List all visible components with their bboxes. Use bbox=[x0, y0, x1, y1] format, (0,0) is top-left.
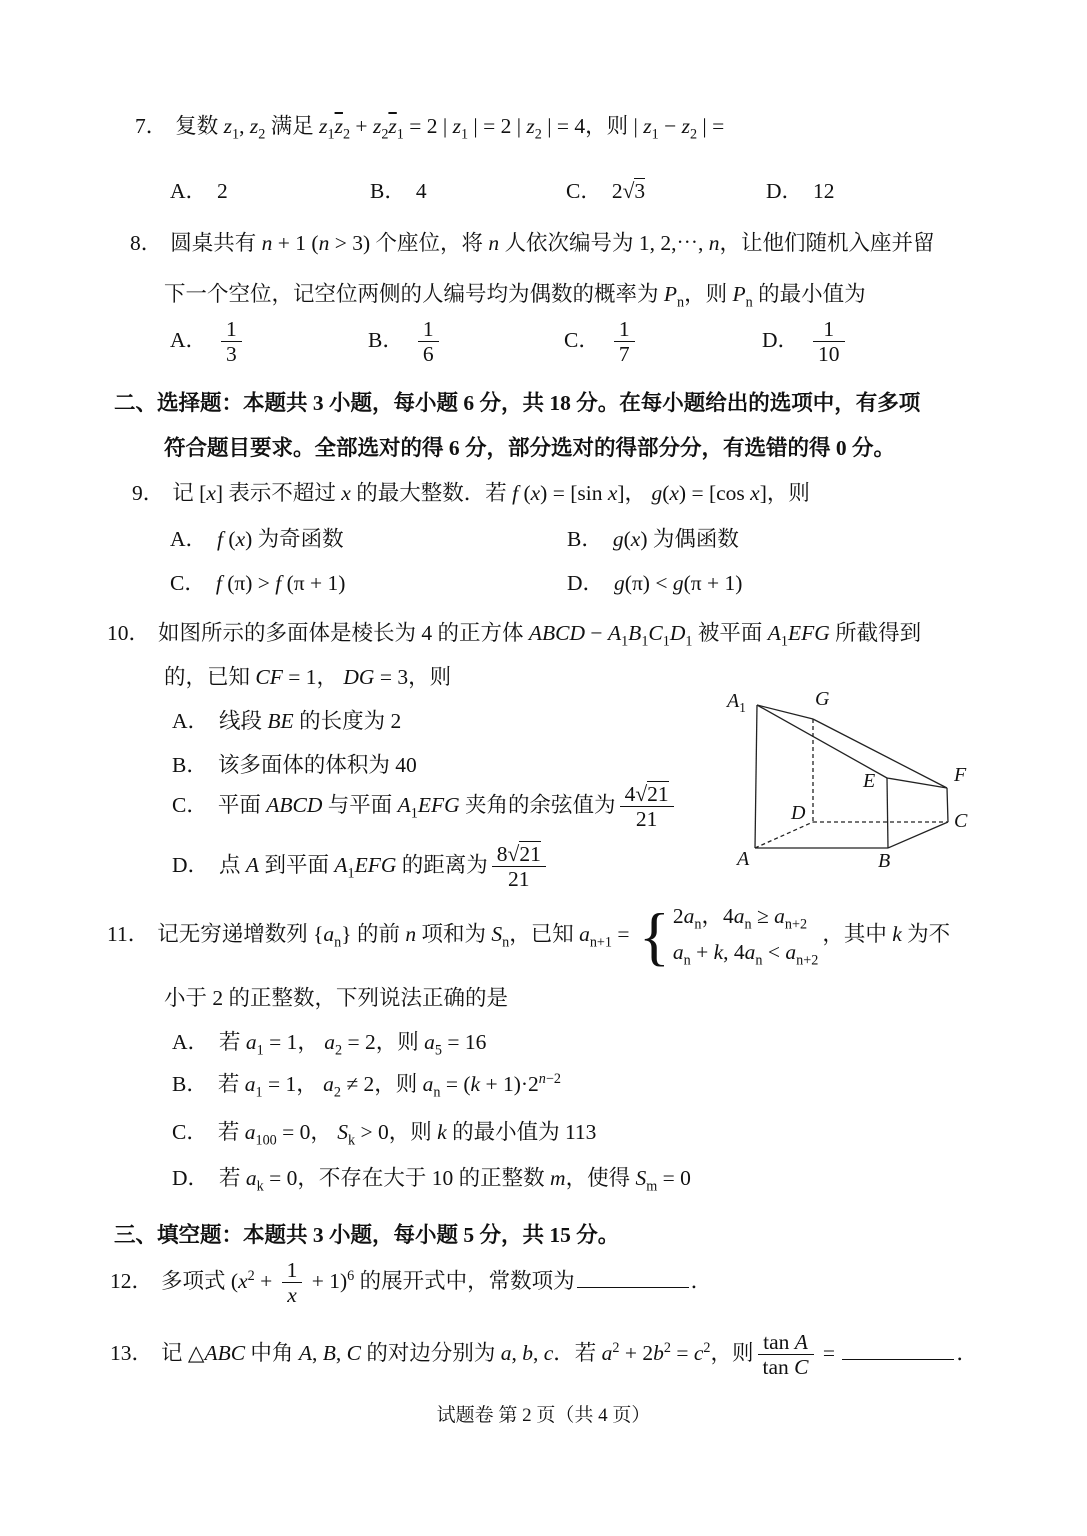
question-10-stem-line1 bbox=[107, 619, 921, 651]
option-label: D． bbox=[567, 571, 605, 595]
question-7-option-a bbox=[170, 177, 228, 206]
question-11-option-a bbox=[172, 1028, 486, 1060]
question-8-stem-line2 bbox=[164, 280, 866, 312]
question-12-stem bbox=[110, 1258, 712, 1307]
option-label: A． bbox=[170, 527, 208, 551]
option-text: 平面 ABCD 与平面 $A_1EFG$ 夹角的余弦值为 $\frac{4√21}{21}$ bbox=[218, 793, 678, 817]
vertex-label-c: C bbox=[954, 810, 968, 832]
option-label: A． bbox=[170, 327, 208, 352]
question-8-option-a bbox=[170, 317, 246, 366]
option-label: C． bbox=[564, 327, 600, 352]
option-label: B． bbox=[368, 327, 404, 352]
question-9-option-a bbox=[170, 525, 344, 554]
option-label: C． bbox=[170, 571, 206, 595]
option-text: 2 bbox=[217, 179, 228, 203]
option-text: g(x) 为偶函数 bbox=[612, 527, 739, 551]
question-11-text: 小于 2 的正整数，下列说法正确的是 bbox=[164, 986, 509, 1010]
option-text: f (π) > f (π + 1) bbox=[215, 571, 346, 595]
question-10-option-a bbox=[172, 707, 401, 736]
section-3-header bbox=[114, 1221, 619, 1250]
question-10-text: 的，已知 CF = 1， DG = 3，则 bbox=[164, 665, 452, 689]
question-13-text: 记 △ABC 中角 A, B, C 的对边分别为 a, b, c．若 $a^2 + 2b^2 = c^2$，则 $\frac{\text{tan A}}{\text{tan C}}$ = ． bbox=[161, 1330, 978, 1380]
vertex-label-e: E bbox=[863, 770, 876, 792]
question-7-stem bbox=[135, 112, 724, 144]
question-7-number: 7． bbox=[135, 114, 168, 138]
option-label: B． bbox=[172, 1072, 208, 1097]
option-label: B． bbox=[567, 527, 603, 551]
page-footer-text: 试题卷 第 2 页（共 4 页） bbox=[436, 1405, 651, 1426]
option-label: A． bbox=[172, 709, 210, 733]
question-10-number: 10． bbox=[107, 621, 151, 645]
question-11-stem-line1 bbox=[107, 902, 950, 971]
question-11-stem-line2 bbox=[164, 984, 508, 1013]
option-text: $\frac{1}{3}$ bbox=[217, 328, 246, 352]
question-9-stem bbox=[132, 479, 810, 508]
question-13-stem bbox=[110, 1330, 978, 1379]
option-label: B． bbox=[370, 179, 406, 203]
question-8-option-d bbox=[762, 317, 849, 366]
vertex-label-a: A bbox=[737, 848, 750, 870]
question-10-option-b bbox=[172, 751, 417, 780]
question-13-number: 13． bbox=[110, 1340, 154, 1365]
question-9-option-d bbox=[567, 569, 742, 598]
question-11-option-b bbox=[172, 1070, 561, 1103]
vertex-label-f: F bbox=[954, 764, 967, 786]
question-12-text: 多项式 ($x^2$ + $\frac{1}{x}$ + 1)$^6$ 的展开式中，常数项为 ． bbox=[161, 1258, 713, 1308]
option-label: D． bbox=[172, 1166, 210, 1190]
vertex-label-a1: $A_1$ bbox=[727, 690, 746, 715]
vertex-label-d: D bbox=[791, 802, 806, 824]
vertex-label-b: B bbox=[878, 850, 891, 872]
question-8-number: 8． bbox=[130, 231, 163, 255]
section-2-header-line2 bbox=[164, 434, 895, 463]
option-label: D． bbox=[766, 179, 804, 203]
section-2-header-line1 bbox=[114, 389, 920, 418]
option-label: C． bbox=[172, 792, 208, 817]
question-10-stem-line2 bbox=[164, 663, 451, 692]
option-text: $\frac{1}{7}$ bbox=[610, 328, 639, 352]
section-2-text: 二、选择题：本题共 3 小题，每小题 6 分，共 18 分。在每小题给出的选项中，有多项 bbox=[114, 391, 921, 415]
question-8-stem-line1 bbox=[130, 229, 935, 258]
option-label: B． bbox=[172, 753, 208, 777]
question-10-option-d bbox=[172, 842, 550, 891]
question-9-option-b bbox=[567, 525, 739, 554]
option-text: 该多面体的体积为 40 bbox=[217, 753, 417, 777]
question-11-option-c bbox=[172, 1118, 596, 1150]
question-8-option-b bbox=[368, 317, 443, 366]
question-11-text: 记无穷递增数列 $\{a_n\}$ 的前 n 项和为 $S_n$，已知 $a_{n+1}$ = { $2a_n$，$4a_n \ge a_{n+2}$ $a_n + k$, $4a_n < a_{n+2}$ ，其中 k 为不 bbox=[157, 900, 951, 972]
option-label: C． bbox=[566, 179, 602, 203]
question-10-option-c bbox=[172, 782, 678, 831]
option-text: 若 $a_1 = 1$， $a_2 = 2$，则 $a_5 = 16$ bbox=[219, 1030, 487, 1059]
page-footer bbox=[0, 1403, 1087, 1429]
question-8-option-c bbox=[564, 317, 639, 366]
option-text: 若 $a_1 = 1$， $a_2 \ne 2$，则 $a_n = (k + 1)\cdot 2^{n-2}$ bbox=[217, 1071, 561, 1101]
polyhedron-svg bbox=[715, 688, 995, 888]
option-text: $\frac{1}{6}$ bbox=[414, 328, 443, 352]
option-text: 点 A 到平面 $A_1EFG$ 的距离为 $\frac{8√21}{21}$ bbox=[219, 853, 550, 877]
question-11-number: 11． bbox=[107, 922, 150, 947]
question-7-option-b bbox=[370, 177, 427, 206]
question-7-text: 复数 $z_1$, $z_2$ 满足 $z_1\overline{z}_2 + z_2\overline{z}_1 = 2$ | $z_1$ | = 2 | $z_2$ | = 4，则 | $z_1 - z_2$ | = bbox=[175, 114, 725, 143]
question-8-text: 下一个空位，记空位两侧的人编号均为偶数的概率为 $P_n$，则 $P_n$ 的最小值为 bbox=[164, 282, 866, 311]
solid-edges bbox=[755, 705, 948, 848]
option-text: 线段 BE 的长度为 2 bbox=[219, 709, 402, 733]
option-label: C． bbox=[172, 1120, 208, 1144]
option-text: $\frac{1}{10}$ bbox=[809, 328, 849, 352]
question-7-option-d bbox=[766, 177, 835, 206]
polyhedron-figure bbox=[715, 688, 995, 888]
option-label: A． bbox=[170, 179, 208, 203]
question-9-text: 记 [x] 表示不超过 x 的最大整数．若 f (x) = [sin x]， g(x) = [cos x]，则 bbox=[172, 481, 810, 505]
question-9-number: 9． bbox=[132, 481, 165, 505]
option-text: 若 $a_{100} = 0$， $S_k > 0$，则 k 的最小值为 113 bbox=[217, 1120, 597, 1149]
question-9-option-c bbox=[170, 569, 345, 598]
option-label: A． bbox=[172, 1030, 210, 1054]
option-text: 2√3 bbox=[611, 179, 646, 203]
option-text: 4 bbox=[415, 179, 427, 203]
option-text: 若 $a_k = 0$，不存在大于 10 的正整数 m，使得 $S_m = 0$ bbox=[219, 1166, 691, 1195]
section-3-text: 三、填空题：本题共 3 小题，每小题 5 分，共 15 分。 bbox=[114, 1223, 620, 1247]
option-text: 12 bbox=[813, 179, 835, 203]
question-8-text: 圆桌共有 n + 1 (n > 3) 个座位，将 n 人依次编号为 1, 2,⋯, n，让他们随机入座并留 bbox=[170, 231, 935, 255]
question-11-option-d bbox=[172, 1164, 691, 1196]
question-7-option-c bbox=[566, 177, 645, 206]
option-text: g(π) < g(π + 1) bbox=[614, 571, 743, 595]
question-10-text: 如图所示的多面体是棱长为 4 的正方体 ABCD − $A_1B_1C_1D_1$ 被平面 $A_1EFG$ 所截得到 bbox=[158, 621, 922, 650]
section-2-text: 符合题目要求。全部选对的得 6 分，部分选对的得部分分，有选错的得 0 分。 bbox=[164, 436, 896, 460]
vertex-label-g: G bbox=[815, 688, 830, 710]
option-label: D． bbox=[172, 852, 210, 877]
option-text: f (x) 为奇函数 bbox=[217, 527, 344, 551]
option-label: D． bbox=[762, 327, 800, 352]
question-12-number: 12． bbox=[110, 1268, 154, 1293]
